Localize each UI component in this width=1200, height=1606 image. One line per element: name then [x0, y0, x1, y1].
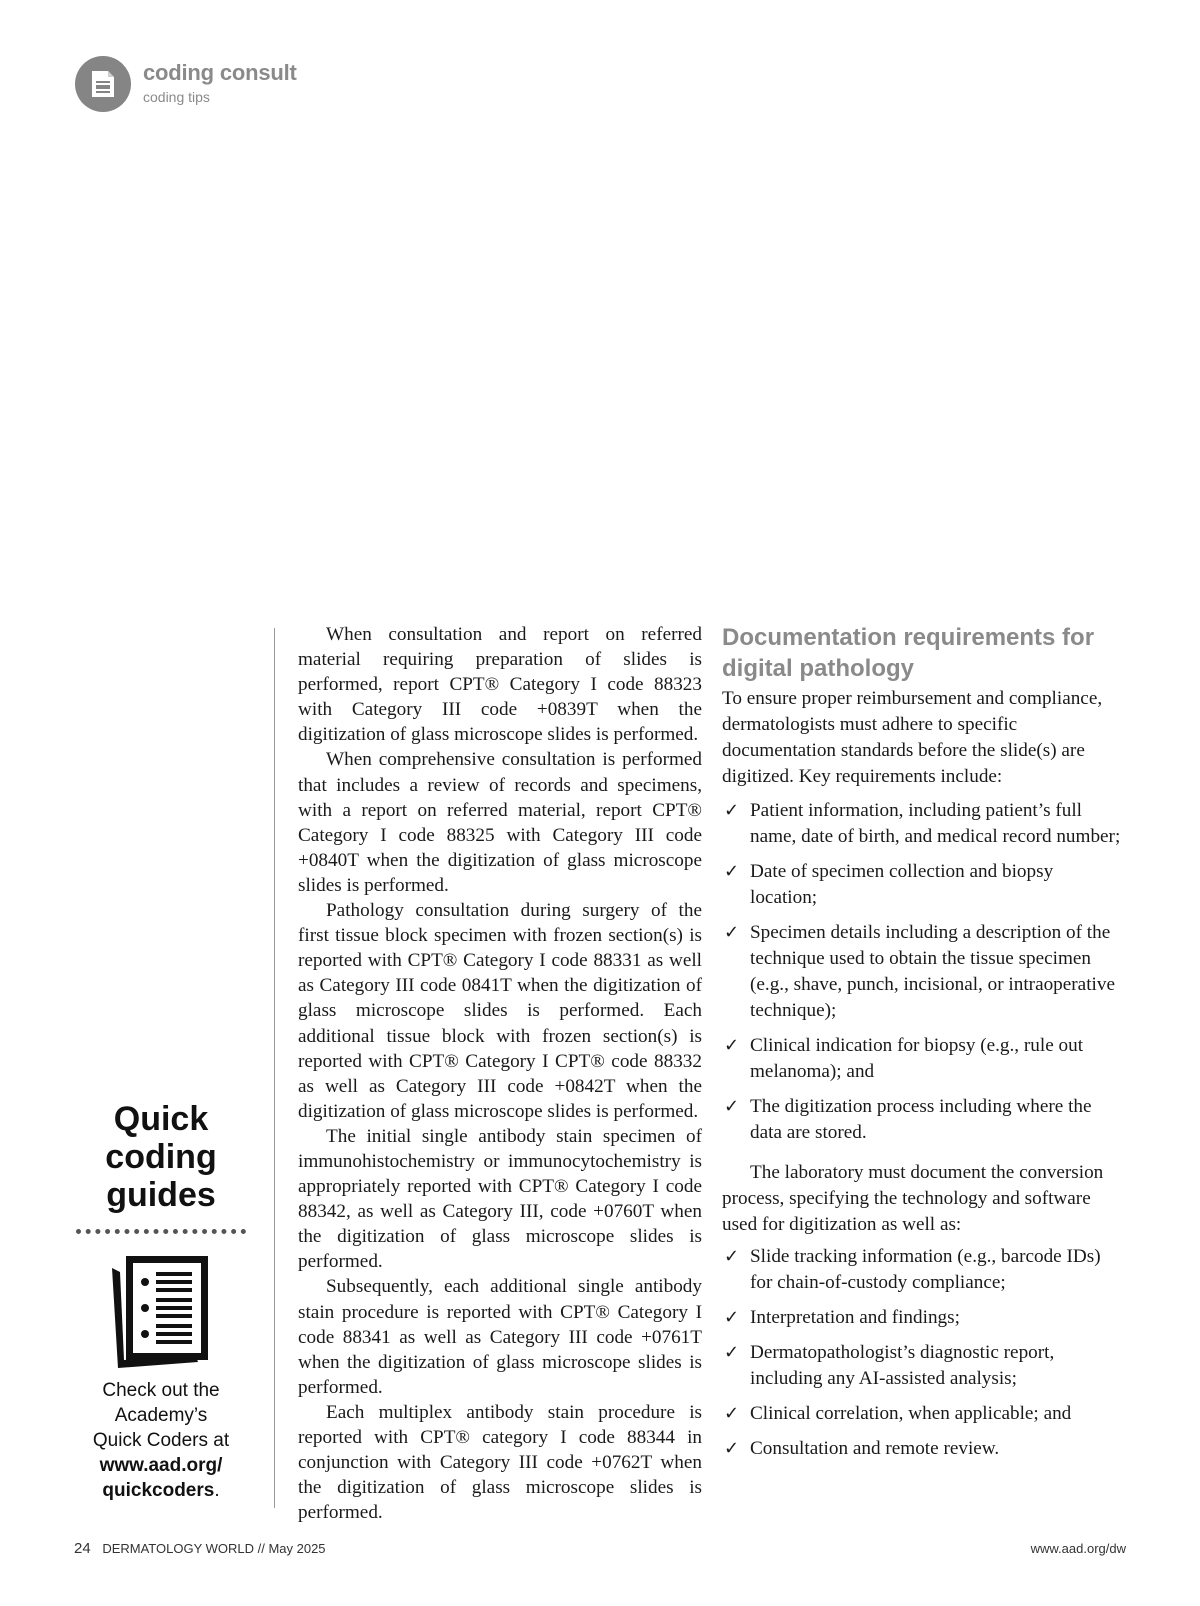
body-paragraph: The initial single antibody stain specimen of immunohistochemistry or immunocytochemistry is appropriately reported with CPT® Category I code 88342, as well as Category III, code +0760T when the digitization of glass microscope slides is performed. [298, 1125, 702, 1273]
body-paragraph: When comprehensive consultation is performed that includes a review of records and specimens, with a report on referred material, report CPT® Category I code 88325 with Category III code +0840T when the digitization of glass microscope slides is performed. [298, 749, 702, 896]
section-title: Documentation requirements for digital pathology [722, 624, 1095, 682]
quick-coders-link[interactable] [70, 1478, 252, 1503]
checklist-item [722, 1094, 1124, 1146]
article-body-column [298, 622, 702, 1525]
link-line[interactable]: quickcoders [102, 1480, 215, 1501]
quick-coders-text [70, 1378, 252, 1503]
checkmark-icon: ✓ [724, 1035, 740, 1056]
text-line: Quick Coders at [92, 1430, 230, 1451]
requirements-checklist [722, 798, 1124, 1146]
body-paragraph: Subsequently, each additional single antibody stain procedure is reported with CPT® Category I code 88341 as well as Category III code +0761T when the digitization of glass microscope slides is performed. [298, 1276, 702, 1398]
title-line: Quick [113, 1100, 209, 1138]
header-title: coding consult [143, 60, 297, 85]
header-badge [75, 56, 131, 112]
publication-name: DERMATOLOGY WORLD // May 2025 [102, 1541, 326, 1556]
quick-coders-link[interactable] [70, 1453, 252, 1478]
footer-url[interactable]: www.aad.org/dw [1030, 1541, 1126, 1556]
checkmark-icon: ✓ [724, 1403, 740, 1424]
checkmark-icon: ✓ [724, 1438, 740, 1459]
checklist-item-text: Dermatopathologist’s diagnostic report, including any AI-assisted analysis; [750, 1342, 1055, 1389]
document-icon [90, 70, 116, 98]
body-paragraph: Each multiplex antibody stain procedure is reported with CPT® category I code 88344 in conjunction with Category III code +0762T when the digitization of glass microscope slides is performed. [298, 1401, 702, 1524]
link-period: . [214, 1480, 220, 1501]
checklist-item-text: Slide tracking information (e.g., barcode IDs) for chain-of-custody compliance; [750, 1246, 1101, 1293]
checklist-document-icon [106, 1252, 216, 1370]
header-subtitle: coding tips [143, 89, 210, 105]
checklist-item-text: Consultation and remote review. [750, 1438, 1000, 1459]
checkmark-icon: ✓ [724, 861, 740, 882]
dotted-divider [76, 1228, 246, 1234]
checklist-item [722, 859, 1124, 911]
checklist-item-text: Clinical indication for biopsy (e.g., rule out melanoma); and [750, 1035, 1084, 1082]
body-paragraph: When consultation and report on referred material requiring preparation of slides is performed, report CPT® Category I code 88323 with Category III code +0839T when the digitization of glass microscope slides is performed. [298, 624, 702, 746]
checkmark-icon: ✓ [724, 922, 740, 943]
lab-checklist [722, 1244, 1124, 1462]
checkmark-icon: ✓ [724, 800, 740, 821]
checkmark-icon: ✓ [724, 1096, 740, 1117]
title-line: guides [106, 1176, 216, 1214]
checklist-item [722, 1436, 1124, 1462]
checklist-item [722, 920, 1124, 1024]
checklist-item [722, 798, 1124, 850]
documentation-requirements-column [722, 622, 1124, 1471]
text-line: Check out the [102, 1380, 220, 1401]
text-line: Academy’s [114, 1405, 208, 1426]
intro-paragraph: To ensure proper reimbursement and compliance, dermatologists must adhere to specific documentation standards before the slide(s) are digitized. Key requirements include: [722, 688, 1103, 787]
checkmark-icon: ✓ [724, 1307, 740, 1328]
title-line: coding [105, 1138, 217, 1176]
checklist-item-text: Patient information, including patient’s full name, date of birth, and medical record number; [750, 800, 1121, 847]
section-header [75, 56, 375, 112]
body-paragraph: Pathology consultation during surgery of the first tissue block specimen with frozen section(s) is reported with CPT® Category I code 88331 as well as Category III code 0841T when the digitization of glass microscope slides is performed. Each additional tissue block with frozen section(s) is reported with CPT® Category I CPT® code 88332 as well as Category III code +0842T when the digitization of glass microscope slides is performed. [298, 900, 702, 1122]
checklist-item-text: Interpretation and findings; [750, 1307, 960, 1328]
checklist-item [722, 1305, 1124, 1331]
column-divider [274, 628, 275, 1508]
checklist-item [722, 1401, 1124, 1427]
checkmark-icon: ✓ [724, 1246, 740, 1267]
checklist-item [722, 1244, 1124, 1296]
page-number: 24 [74, 1540, 91, 1557]
checklist-item-text: Clinical correlation, when applicable; and [750, 1403, 1072, 1424]
footer-publication [74, 1540, 326, 1557]
quick-coding-guides-box [70, 1100, 252, 1503]
checkmark-icon: ✓ [724, 1342, 740, 1363]
lab-paragraph: The laboratory must document the conversion process, specifying the technology and software used for digitization as well as: [722, 1162, 1104, 1235]
checklist-item [722, 1033, 1124, 1085]
checklist-item [722, 1340, 1124, 1392]
checklist-item-text: The digitization process including where the data are stored. [750, 1096, 1092, 1143]
link-line[interactable]: www.aad.org/ [99, 1455, 223, 1476]
checklist-item-text: Date of specimen collection and biopsy location; [750, 861, 1054, 908]
checklist-item-text: Specimen details including a description of the technique used to obtain the tissue specimen (e.g., shave, punch, incisional, or intraoperative technique); [750, 922, 1115, 1021]
quick-coding-guides-title [70, 1100, 252, 1214]
